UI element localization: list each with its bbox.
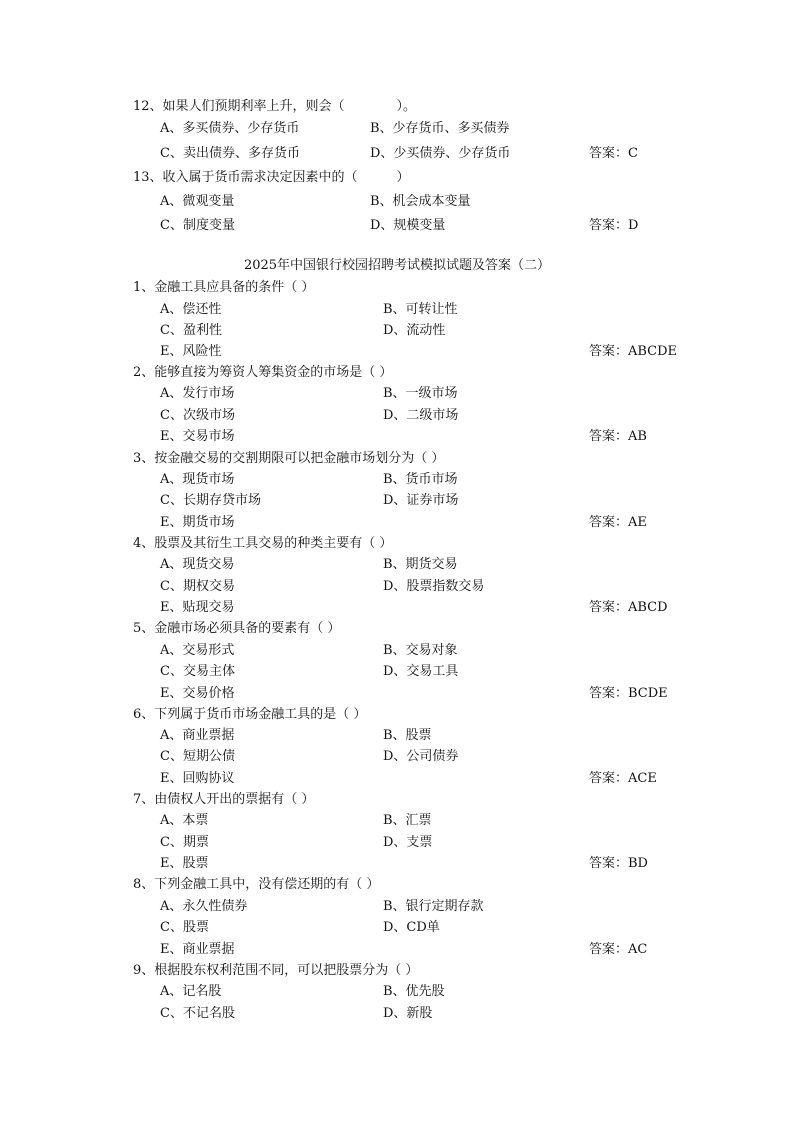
option-c: C、盈利性 xyxy=(160,323,222,338)
option-a: A、永久性债券 xyxy=(160,899,248,914)
answer: 答案：ACE xyxy=(589,771,657,786)
section-title: 2025年中国银行校园招聘考试模拟试题及答案（二） xyxy=(243,258,551,273)
option-e: E、商业票据 xyxy=(160,942,235,957)
answer: 答案：AB xyxy=(589,429,647,444)
option-c: C、不记名股 xyxy=(160,1006,235,1021)
option-c: C、短期公债 xyxy=(160,749,235,764)
option-d: D、流动性 xyxy=(383,323,446,338)
option-c: C、期票 xyxy=(160,835,209,850)
option-e: E、回购协议 xyxy=(160,771,235,786)
option-a: A、本票 xyxy=(160,813,209,828)
answer: 答案：AC xyxy=(589,942,648,957)
option-e: E、风险性 xyxy=(160,344,222,359)
option-b: B、货币市场 xyxy=(383,472,458,487)
question-6: 6、下列属于货币市场金融工具的是（ ） xyxy=(133,707,367,722)
option-a: A、商业票据 xyxy=(160,728,235,743)
answer: 答案：ABCD xyxy=(589,600,668,615)
option-b: B、一级市场 xyxy=(383,386,458,401)
question-4: 4、股票及其衍生工具交易的种类主要有（ ） xyxy=(133,536,393,551)
option-a: A、多买债券、少存货币 xyxy=(160,121,300,136)
answer: 答案：BCDE xyxy=(589,686,668,701)
option-e: E、贴现交易 xyxy=(160,600,235,615)
answer: 答案：ABCDE xyxy=(589,344,678,359)
question-5: 5、金融市场必须具备的要素有（ ） xyxy=(133,621,341,636)
question-9: 9、根据股东权利范围不同，可以把股票分为（ ） xyxy=(133,963,419,978)
question-1: 1、金融工具应具备的条件（ ） xyxy=(133,280,315,295)
option-c: C、期权交易 xyxy=(160,579,235,594)
question-7: 7、由债权人开出的票据有（ ） xyxy=(133,792,315,807)
option-d: D、新股 xyxy=(383,1006,433,1021)
option-a: A、交易形式 xyxy=(160,643,235,658)
option-a: A、记名股 xyxy=(160,984,222,999)
option-c: C、次级市场 xyxy=(160,408,235,423)
option-b: B、股票 xyxy=(383,728,432,743)
question-2: 2、能够直接为筹资人筹集资金的市场是（ ） xyxy=(133,365,393,380)
option-d: D、二级市场 xyxy=(383,408,459,423)
option-d: D、规模变量 xyxy=(370,218,446,233)
option-e: E、交易市场 xyxy=(160,429,235,444)
option-d: D、支票 xyxy=(383,835,433,850)
question-3: 3、按金融交易的交割期限可以把金融市场划分为（ ） xyxy=(133,451,445,466)
option-c: C、制度变量 xyxy=(160,218,235,233)
option-c: C、长期存贷市场 xyxy=(160,493,261,508)
answer: 答案：BD xyxy=(589,856,648,871)
option-b: B、汇票 xyxy=(383,813,432,828)
question-12: 12、如果人们预期利率上升，则会（ ）。 xyxy=(133,99,417,114)
option-c: C、卖出债券、多存货币 xyxy=(160,146,300,161)
option-d: D、CD单 xyxy=(383,920,440,935)
option-d: D、公司债券 xyxy=(383,749,459,764)
option-d: D、少买债券、少存货币 xyxy=(370,146,511,161)
option-a: A、偿还性 xyxy=(160,302,222,317)
option-d: D、证券市场 xyxy=(383,493,459,508)
answer: 答案：C xyxy=(589,146,638,161)
option-e: E、交易价格 xyxy=(160,686,235,701)
option-c: C、股票 xyxy=(160,920,209,935)
option-b: B、交易对象 xyxy=(383,643,458,658)
option-b: B、优先股 xyxy=(383,984,445,999)
option-b: B、银行定期存款 xyxy=(383,899,484,914)
option-b: B、可转让性 xyxy=(383,302,458,317)
option-e: E、期货市场 xyxy=(160,515,235,530)
option-c: C、交易主体 xyxy=(160,664,235,679)
option-a: A、发行市场 xyxy=(160,386,235,401)
option-a: A、微观变量 xyxy=(160,194,235,209)
question-13: 13、收入属于货币需求决定因素中的（ ） xyxy=(133,170,410,185)
option-a: A、现货市场 xyxy=(160,472,235,487)
option-e: E、股票 xyxy=(160,856,209,871)
question-8: 8、下列金融工具中，没有偿还期的有（ ） xyxy=(133,877,380,892)
option-b: B、期货交易 xyxy=(383,557,458,572)
option-a: A、现货交易 xyxy=(160,557,235,572)
option-d: D、股票指数交易 xyxy=(383,579,485,594)
answer: 答案：D xyxy=(589,218,639,233)
option-b: B、少存货币、多买债券 xyxy=(370,121,510,136)
option-d: D、交易工具 xyxy=(383,664,459,679)
option-b: B、机会成本变量 xyxy=(370,194,471,209)
answer: 答案：AE xyxy=(589,515,647,530)
